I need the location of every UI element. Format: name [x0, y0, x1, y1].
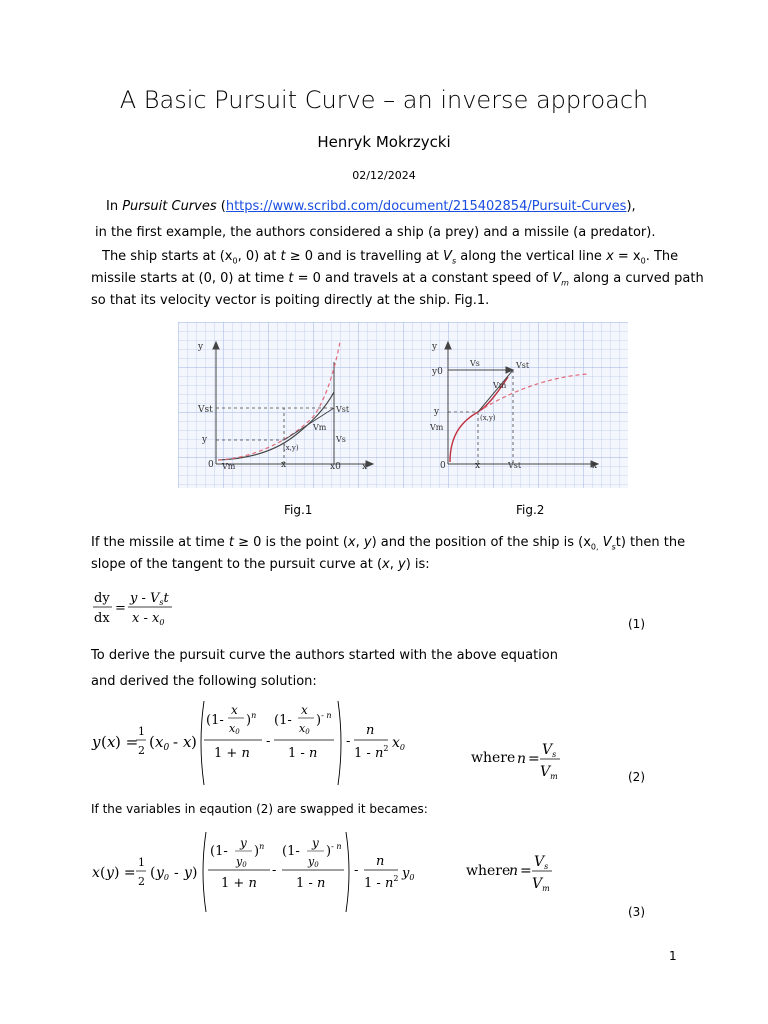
svg-text:n: n	[366, 723, 375, 738]
svg-text:(: (	[101, 733, 107, 751]
equation-3-where: where	[466, 863, 511, 879]
svg-text:y0: y0	[308, 855, 319, 869]
svg-text:x: x	[301, 703, 308, 717]
svg-text:(: (	[149, 733, 155, 751]
fig2-label-x: x	[475, 461, 481, 471]
author-name: Henryk Mokrzycki	[317, 133, 451, 151]
svg-text:-: -	[266, 734, 271, 749]
svg-text:x0: $x_0$	[155, 733, 170, 753]
svg-text:)- n: )$^{- n}$	[326, 842, 342, 859]
svg-text:y0: y0	[236, 855, 247, 869]
svg-text:y: y	[106, 865, 114, 881]
fig1-label-x: x	[281, 460, 287, 470]
fig1-caption: Fig.1	[284, 503, 313, 517]
svg-text:1 - n: 1 - n	[296, 876, 326, 891]
slope-line-1: If the missile at time t ≥ 0 is the point (x, y) and the position of the ship is ($x_{0,}$ $V_st$) then the	[91, 535, 686, 552]
svg-text:=: =	[528, 751, 540, 767]
svg-text:Vs: $V_s$	[534, 854, 549, 871]
svg-text:-: -	[173, 733, 179, 751]
svg-text:x - x0: x - $x_0$	[132, 611, 165, 627]
fig1-label-vm: Vm	[222, 462, 236, 471]
fig1-label-vm-tangent: Vm	[313, 423, 327, 432]
equation-2-n-definition	[514, 738, 564, 784]
svg-text:-: -	[272, 863, 277, 878]
fig1-label-origin: 0	[208, 460, 214, 470]
svg-text:) =: ) =	[115, 733, 139, 751]
fig2-label-vst: Vst	[516, 361, 530, 370]
page-number: 1	[669, 949, 677, 963]
ship-line-2: missile starts at (0, 0) at time t = 0 and travels at a constant speed of $V_m$ along a curved path	[91, 271, 704, 288]
equation-3-n-definition	[506, 850, 558, 896]
fig1-label-vst: Vst	[198, 405, 213, 415]
intro-line-2: in the first example, the authors considered a ship (a prey) and a missile (a predator).	[95, 225, 656, 240]
fig2-label-vs: Vs	[470, 359, 480, 368]
svg-text:dx: dx	[94, 611, 110, 626]
swap-text: If the variables in eqaution (2) are swapped it becames:	[91, 802, 428, 816]
svg-text:-: -	[174, 865, 179, 881]
document-title: A Basic Pursuit Curve – an inverse approach	[119, 86, 649, 114]
source-title: Pursuit Curves	[122, 199, 217, 214]
svg-text:1 + n: 1 + n	[221, 876, 257, 891]
derive-line-1: To derive the pursuit curve the authors started with the above equation	[91, 648, 558, 663]
svg-text:(: (	[150, 865, 156, 881]
svg-text:1 - n2: $1 - n^2$	[354, 744, 389, 761]
svg-text:y: y	[184, 865, 192, 881]
equation-2-where: where	[471, 750, 516, 766]
intro-line-1: In Pursuit Curves (https://www.scribd.com/document/215402854/Pursuit-Curves),	[106, 199, 636, 214]
fig1-label-vs: Vs	[336, 435, 346, 444]
svg-text:1 - n2: $1 - n^2$	[364, 874, 399, 891]
svg-text:n: n	[376, 854, 385, 869]
svg-text:x: x	[231, 703, 238, 717]
svg-text:1 + n: 1 + n	[214, 746, 250, 761]
equation-2	[90, 697, 430, 789]
svg-text:n: n	[509, 863, 519, 879]
fig1-label-point: (x,y)	[283, 444, 299, 452]
derive-line-2: and derived the following solution:	[91, 674, 317, 689]
svg-text:)n: )$^n$	[246, 711, 257, 728]
fig2-label-vm-top: Vm	[493, 381, 507, 390]
fig1-label-y2: y	[202, 435, 208, 445]
svg-text:Vm: $V_m$	[540, 764, 558, 781]
svg-text:)- n: )$^{- n}$	[316, 711, 332, 728]
ship-line-3: so that its velocity vector is poiting directly at the ship. Fig.1.	[91, 293, 490, 308]
fig1-label-x0: x0	[330, 462, 341, 472]
svg-text:-: -	[346, 734, 351, 749]
svg-text:(: (	[100, 865, 106, 881]
equation-1	[90, 585, 200, 631]
equation-3	[90, 828, 430, 916]
svg-text:(1-: (1-	[282, 844, 300, 859]
svg-text:-: -	[354, 863, 359, 878]
fig2-label-xaxis: x	[592, 461, 598, 471]
fig2-label-y2: y	[434, 407, 440, 417]
fig2-label-vst-x: Vst	[508, 461, 522, 470]
fig2-label-vm: Vm	[430, 423, 444, 432]
svg-text:dy: dy	[94, 591, 110, 606]
svg-text:1 - n: 1 - n	[288, 746, 318, 761]
svg-text:1: 1	[138, 725, 145, 738]
source-link[interactable]: https://www.scribd.com/document/215402854/Pursuit-Curves	[225, 199, 627, 214]
svg-text:=: =	[520, 863, 532, 879]
svg-text:Vs: $V_s$	[542, 742, 557, 759]
svg-text:x0: x0	[229, 722, 240, 736]
fig2-label-point: (x,y)	[480, 414, 496, 422]
svg-text:)n: )$^n$	[254, 842, 265, 859]
svg-text:1: 1	[138, 856, 145, 869]
svg-text:): )	[192, 865, 198, 881]
svg-text:y0: $y_0$	[402, 866, 415, 882]
equation-1-number: (1)	[628, 617, 645, 631]
svg-text:Vm: $V_m$	[532, 876, 550, 893]
ship-line-1: The ship starts at ($x_0$, 0) at t ≥ 0 and is travelling at $V_s$ along the vertical line $x = x_0$. The	[102, 249, 679, 266]
svg-text:y: y	[312, 836, 319, 850]
document-date: 02/12/2024	[352, 169, 416, 182]
fig2-label-y: y	[432, 342, 438, 352]
svg-text:y - Vst: y - $V_st$	[130, 591, 169, 607]
svg-text:x: x	[107, 733, 116, 751]
equation-2-number: (2)	[628, 770, 645, 784]
svg-text:2: 2	[138, 744, 145, 757]
svg-text:x0: $x_0$	[392, 735, 405, 752]
slope-line-2: slope of the tangent to the pursuit curve at (x, y) is:	[91, 557, 430, 572]
svg-text:) =: ) =	[114, 865, 136, 881]
svg-text:): )	[191, 733, 197, 751]
svg-text:(1-: (1-	[210, 844, 228, 859]
svg-text:(1-: (1-	[274, 713, 292, 728]
fig1-label-vst-right: Vst	[336, 405, 350, 414]
fig1-label-y: y	[198, 342, 204, 352]
svg-text:(1-: (1-	[206, 713, 224, 728]
fig2-label-y0: y0	[432, 367, 443, 377]
svg-text:x0: x0	[299, 722, 310, 736]
fig2-label-origin: 0	[440, 461, 446, 471]
svg-text:x: x	[183, 733, 192, 751]
svg-text:y: y	[240, 836, 247, 850]
equation-3-number: (3)	[628, 905, 645, 919]
svg-text:y: y	[92, 733, 101, 751]
svg-text:x: x	[92, 865, 100, 881]
fig2-caption: Fig.2	[516, 503, 545, 517]
svg-text:=: =	[115, 601, 126, 616]
svg-text:n: n	[517, 751, 527, 767]
fig1-label-xaxis: x	[362, 462, 368, 472]
pursuit-figure	[178, 322, 628, 488]
svg-text:y0: $y_0$	[156, 865, 170, 882]
svg-text:2: 2	[138, 875, 145, 888]
